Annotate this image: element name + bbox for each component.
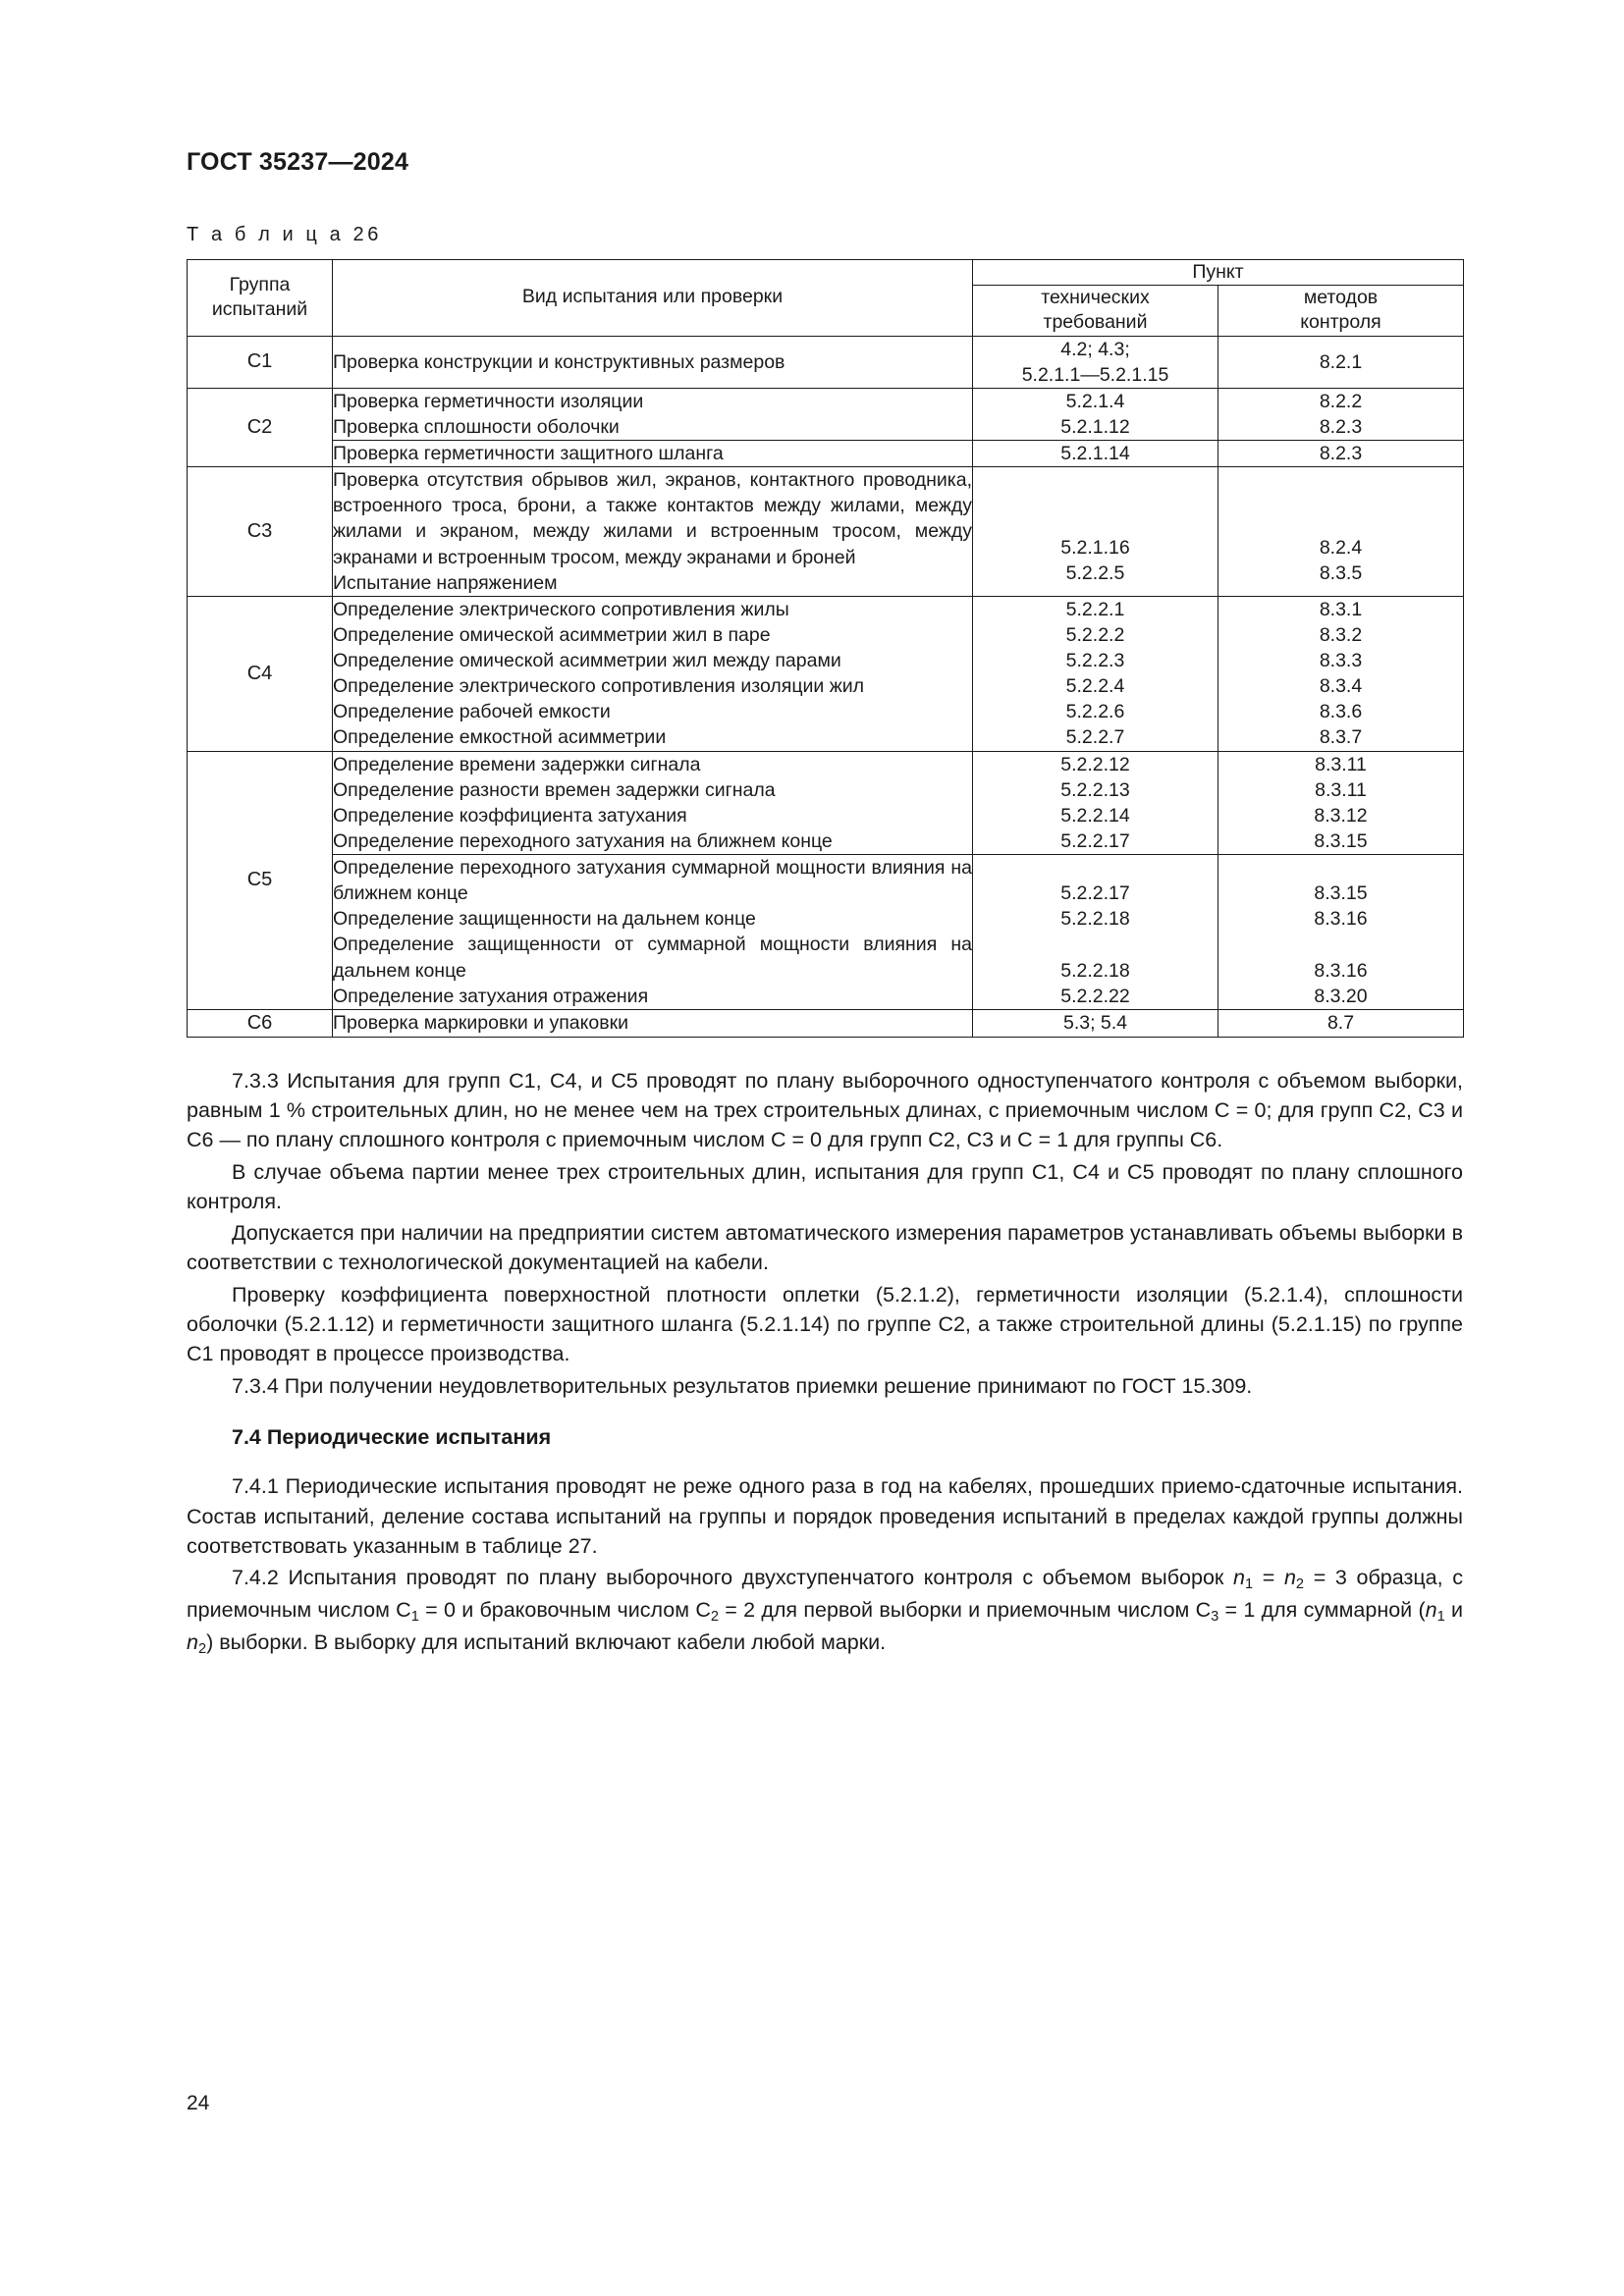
kind-line: Определение омической асимметрии жил в паре [333, 623, 771, 646]
tech-line: 5.2.2.13 [1060, 778, 1130, 801]
tech-cell-c4 [973, 596, 1218, 751]
method-line: 8.3.2 [1319, 623, 1363, 646]
kind-cell-c1: Проверка конструкции и конструктивных размеров [333, 336, 973, 388]
kind-line: Определение электрического сопротивления жилы [333, 598, 789, 620]
page-number: 24 [187, 2092, 210, 2114]
header-method-line2: контроля [1300, 311, 1381, 334]
sub-7: 2 [197, 1640, 207, 1657]
var-n1: n [1232, 1566, 1245, 1590]
method-line: 8.3.12 [1314, 804, 1368, 827]
table-row [188, 336, 1464, 388]
kind-cell-c3 [333, 467, 973, 597]
header-tech [973, 285, 1218, 336]
method-line: 8.3.11 [1315, 778, 1367, 801]
tech-line: 5.2.2.1 [1065, 598, 1125, 620]
kind-paragraph: Проверка отсутствия обрывов жил, экранов, контактного проводника, встроенного троса, брони, а также контактов между жилами, между жилами и экраном, между жилами и встроенным тросом, между экранами и встроенным тросом, между экранами и броней [333, 469, 972, 568]
header-group [188, 259, 333, 336]
method-line: 8.3.3 [1319, 650, 1363, 672]
kind-cell-c4 [333, 596, 973, 751]
tech-line: 5.2.2.4 [1065, 675, 1125, 698]
kind-paragraph: Определение защищенности от суммарной мощности влияния на дальнем конце [333, 934, 972, 982]
tech-line: 5.2.2.2 [1065, 623, 1125, 646]
sub-6: 1 [1436, 1609, 1445, 1626]
method-cell-c4 [1218, 596, 1464, 751]
group-cell-c3: C3 [188, 467, 333, 597]
paragraph-7-3-4: 7.3.4 При получении неудовлетворительных результатов приемки решение принимают по ГОСТ 15.309. [232, 1373, 1253, 1398]
method-cell-c3 [1218, 467, 1464, 597]
method-cell-c1: 8.2.1 [1218, 336, 1464, 388]
p742-mid4: = 1 для суммарной ( [1218, 1597, 1426, 1622]
tech-line: 5.2.2.5 [1065, 561, 1125, 584]
kind-cell-c5a [333, 751, 973, 855]
header-tech-line2: требований [1043, 311, 1148, 334]
tech-cell-c2b: 5.2.1.14 [973, 441, 1218, 467]
tech-line: 5.2.1.16 [1060, 536, 1130, 559]
tech-line: 4.2; 4.3; [1060, 338, 1130, 360]
kind-line: Определение защищенности на дальнем конце [333, 908, 756, 931]
method-line: 8.3.20 [1314, 985, 1368, 1007]
table-body [188, 336, 1464, 1037]
tech-cell-c6: 5.3; 5.4 [973, 1009, 1218, 1037]
kind-line: Проверка герметичности изоляции [333, 390, 644, 412]
table-row [188, 596, 1464, 751]
tech-line: 5.2.2.17 [1060, 882, 1130, 905]
sub-3: 1 [410, 1609, 419, 1626]
header-method [1218, 285, 1464, 336]
running-head: ГОСТ 35237—2024 [187, 148, 409, 176]
tech-line: 5.2.2.22 [1060, 985, 1130, 1007]
header-tech-line1: технических [1041, 286, 1150, 308]
tech-cell-c5b [973, 855, 1218, 1010]
method-line: 8.3.4 [1319, 675, 1363, 698]
p742-mid3: = 2 для первой выборки и приемочным числом С [719, 1597, 1212, 1622]
kind-cell-c5b [333, 855, 973, 1010]
method-line: 8.3.7 [1319, 726, 1363, 749]
kind-line: Определение переходного затухания на ближнем конце [333, 829, 833, 852]
kind-cell-c6: Проверка маркировки и упаковки [333, 1009, 973, 1037]
kind-line: Определение времени задержки сигнала [333, 753, 701, 775]
page-content [187, 0, 1463, 1659]
method-cell-c5b [1218, 855, 1464, 1010]
group-cell-c5: C5 [188, 751, 333, 1009]
kind-line: Испытание напряжением [333, 571, 558, 594]
sub-1: 1 [1244, 1576, 1254, 1593]
method-cell-c6: 8.7 [1218, 1009, 1464, 1037]
tech-line: 5.2.2.18 [1060, 908, 1130, 931]
p742-tail: ) выборки. В выборку для испытаний включают кабели любой марки. [206, 1629, 887, 1654]
table-row [188, 441, 1464, 467]
tech-line: 5.2.2.6 [1065, 701, 1125, 723]
kind-paragraph: Определение переходного затухания суммарной мощности влияния на ближнем конце [333, 857, 972, 905]
tech-line: 5.2.2.12 [1060, 753, 1130, 775]
var-n3: n [1425, 1597, 1437, 1622]
method-line: 8.3.15 [1314, 882, 1368, 905]
table-header-row-1 [188, 259, 1464, 285]
eq-1: = [1253, 1566, 1284, 1590]
group-cell-c2: C2 [188, 388, 333, 466]
table-header [188, 259, 1464, 336]
kind-cell-c2b: Проверка герметичности защитного шланга [333, 441, 973, 467]
method-line: 8.3.5 [1319, 561, 1363, 584]
p742-mid5: и [1444, 1597, 1464, 1622]
method-line: 8.2.3 [1319, 415, 1363, 438]
kind-line: Определение разности времен задержки сигнала [333, 778, 776, 801]
table-row [188, 467, 1464, 597]
kind-line: Определение затухания отражения [333, 985, 649, 1007]
paragraph-case-volume: В случае объема партии менее трех строительных длин, испытания для групп С1, С4 и С5 проводят по плану сплошного контроля. [187, 1159, 1463, 1213]
tech-line: 5.2.2.17 [1060, 829, 1130, 852]
method-line: 8.3.16 [1314, 908, 1368, 931]
header-group-line2: испытаний [211, 298, 308, 321]
header-method-line1: методов [1303, 286, 1379, 308]
paragraph-7-4-2 [187, 1561, 1463, 1659]
tech-line: 5.2.2.18 [1060, 959, 1130, 982]
method-cell-c5a [1218, 751, 1464, 855]
method-line: 8.2.4 [1319, 536, 1363, 559]
header-kind: Вид испытания или проверки [333, 259, 973, 336]
tech-line: 5.2.1.4 [1065, 390, 1125, 412]
header-group-line1: Группа [229, 273, 291, 295]
table-row [188, 388, 1464, 440]
kind-line: Проверка сплошности оболочки [333, 415, 620, 438]
method-line: 8.3.6 [1319, 701, 1363, 723]
var-n2: n [1283, 1566, 1296, 1590]
table-row [188, 751, 1464, 855]
method-line: 8.3.16 [1314, 959, 1368, 982]
sub-2: 2 [1295, 1576, 1305, 1593]
group-cell-c1: C1 [188, 336, 333, 388]
tech-cell-c3 [973, 467, 1218, 597]
method-line: 8.2.2 [1319, 390, 1363, 412]
method-line: 8.3.15 [1314, 829, 1368, 852]
var-n4: n [187, 1629, 198, 1654]
p742-mid2: = 0 и браковочным числом С [418, 1597, 711, 1622]
sub-5: 3 [1211, 1609, 1219, 1626]
method-cell-c2 [1218, 388, 1464, 440]
kind-cell-c2 [333, 388, 973, 440]
tech-line: 5.2.1.1—5.2.1.15 [1021, 363, 1169, 386]
paragraph-7-4-1: 7.4.1 Периодические испытания проводят не реже одного раза в год на кабелях, прошедших приемо-сдаточные испытания. Состав испытаний, деление состава испытаний на группы и порядок проведения испытаний в пределах каждой группы должны соответствовать указанным в таблице 27. [187, 1474, 1463, 1558]
table-26 [187, 259, 1464, 1038]
group-cell-c4: C4 [188, 596, 333, 751]
kind-line: Определение рабочей емкости [333, 701, 611, 723]
p742-lead: 7.4.2 Испытания проводят по плану выборочного двухступенчатого контроля с объемом выборок [232, 1566, 1233, 1590]
tech-cell-c1 [973, 336, 1218, 388]
group-cell-c6: C6 [188, 1009, 333, 1037]
method-line: 8.3.11 [1315, 753, 1367, 775]
method-line: 8.3.1 [1319, 598, 1363, 620]
tech-line: 5.2.2.14 [1060, 804, 1130, 827]
kind-line: Определение емкостной асимметрии [333, 726, 667, 749]
tech-line: 5.2.2.3 [1065, 650, 1125, 672]
table-caption: Т а б л и ц а 26 [187, 223, 382, 245]
method-cell-c2b: 8.2.3 [1218, 441, 1464, 467]
table-row [188, 855, 1464, 1010]
tech-line: 5.2.2.7 [1065, 726, 1125, 749]
subheading-7-4: 7.4 Периодические испытания [232, 1425, 552, 1450]
table-row [188, 1009, 1464, 1037]
kind-line: Определение коэффициента затухания [333, 804, 687, 827]
p742-mid1: = 3 образца, с приемочным числом С [187, 1566, 1463, 1622]
paragraph-check: Проверку коэффициента поверхностной плотности оплетки (5.2.1.2), герметичности изоляции (5.2.1.4), сплошности оболочки (5.2.1.12) и герметичности защитного шланга (5.2.1.14) по группе С2, а также строительной длины (5.2.1.15) по группе С1 проводят в процессе производства. [187, 1282, 1463, 1366]
paragraph-allowed: Допускается при наличии на предприятии систем автоматического измерения параметров устанавливать объемы выборки в соответствии с технологической документацией на кабели. [187, 1221, 1463, 1275]
tech-line: 5.2.1.12 [1060, 415, 1130, 438]
sub-4: 2 [710, 1609, 719, 1626]
kind-line: Определение электрического сопротивления изоляции жил [333, 675, 865, 698]
kind-line: Определение омической асимметрии жил между парами [333, 650, 841, 672]
paragraph-7-3-3: 7.3.3 Испытания для групп С1, С4, и С5 проводят по плану выборочного одноступенчатого контроля с объемом выборки, равным 1 % строительных длин, но не менее чем на трех строительных длинах, с приемочным числом С = 0; для групп С2, С3 и С6 — по плану сплошного контроля с приемочным числом С = 0 для групп С2, С3 и С = 1 для группы С6. [187, 1068, 1463, 1152]
header-punkt: Пункт [973, 259, 1464, 285]
tech-cell-c5a [973, 751, 1218, 855]
tech-cell-c2 [973, 388, 1218, 440]
